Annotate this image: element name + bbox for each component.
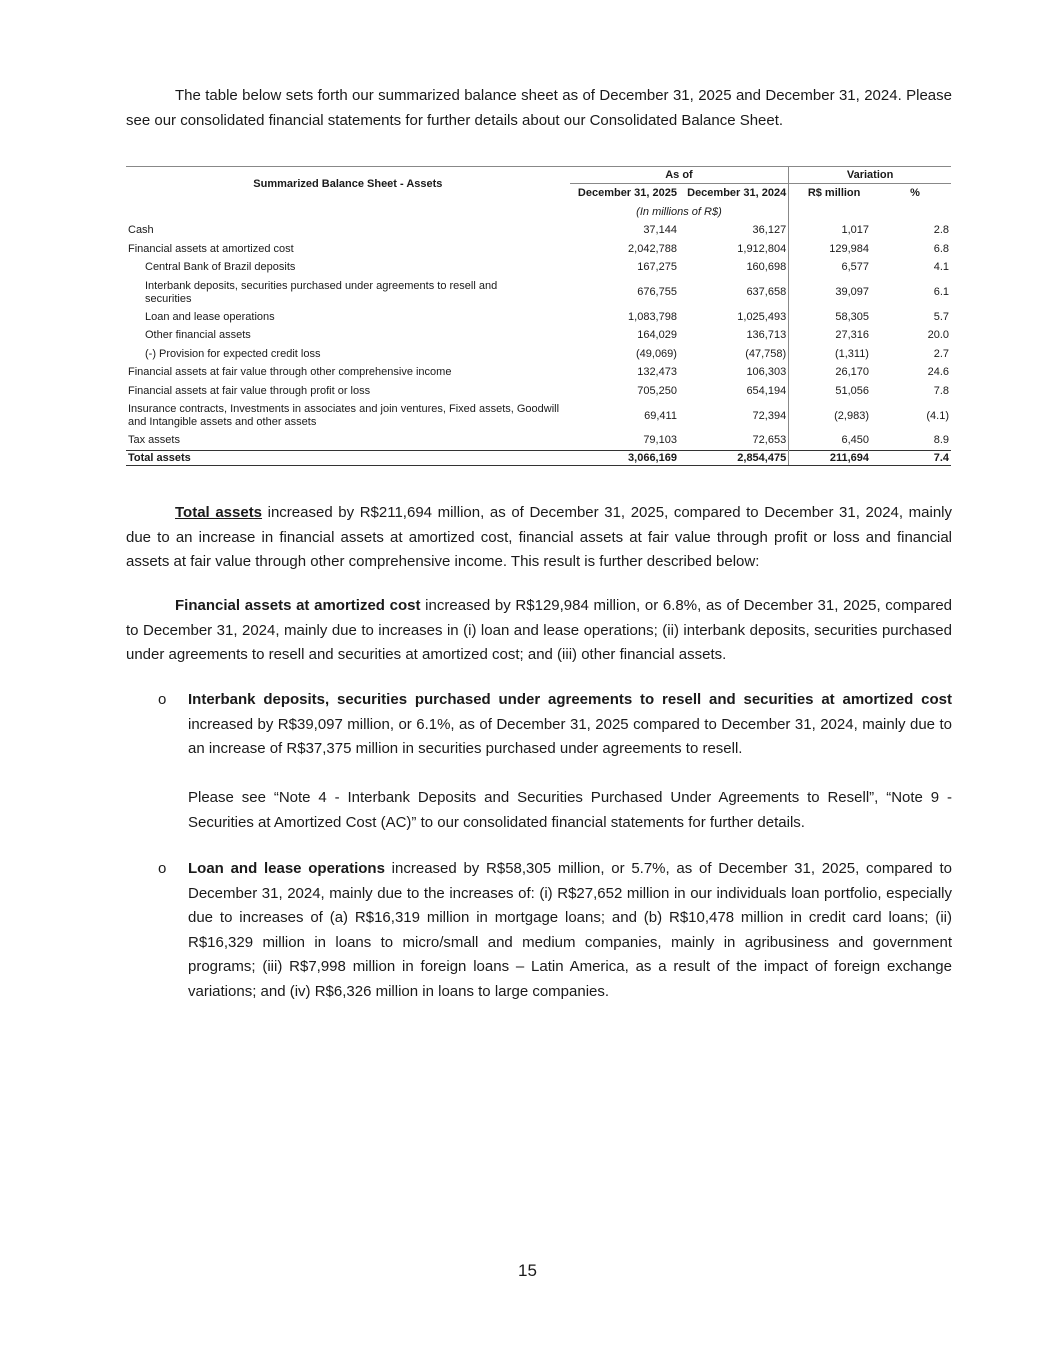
- loan-bullet: o Loan and lease operations increased by R$58,305 million, or 5.7%, as of December 31, 2025, compared to December 31, 2024, mainly due to the increases of: (i) R$27,652 million in our individuals loan portfolio, especially due to increases of (a) R$16,319 million in mortgage loans; and (b) R$10,478 million in credit card loans; (ii) R$16,329 million in loans to micro/small and medium companies, mainly in agribusiness and government programs; (iii) R$7,998 million in foreign loans – Latin America, as a result of the impact of foreign exchange variations; and (iv) R$6,326 million in loans to large companies.: [126, 857, 952, 1004]
- table-row: Financial assets at amortized cost 2,042,788 1,912,804 129,984 6.8: [126, 240, 951, 259]
- table-row: Tax assets 79,103 72,653 6,450 8.9: [126, 432, 951, 451]
- header-variation: Variation: [789, 167, 951, 184]
- page-number: 15: [518, 1261, 537, 1280]
- table-row: Insurance contracts, Investments in associates and join ventures, Fixed assets, Goodwill and Intangible assets and other assets 69,411 72,394 (2,983) (4.1): [126, 401, 951, 432]
- table-row: Loan and lease operations 1,083,798 1,025,493 58,305 5.7: [126, 308, 951, 327]
- table-title: Summarized Balance Sheet - Assets: [126, 167, 570, 203]
- balance-sheet-table: [126, 166, 951, 466]
- amortized-cost-paragraph: Financial assets at amortized cost increased by R$129,984 million, or 6.8%, as of December 31, 2025, compared to December 31, 2024, mainly due to increases in (i) loan and lease operations; (ii) interbank deposits, securities purchased under agreements to resell and securities at amortized cost; and (iii) other financial assets.: [126, 597, 953, 663]
- intro-paragraph: The table below sets forth our summarized balance sheet as of December 31, 2025 and December 31, 2024. Please see our consolidated financial statements for further details about our Consolidated Balance Sheet.: [126, 87, 952, 129]
- table-row: Central Bank of Brazil deposits 167,275 160,698 6,577 4.1: [126, 259, 951, 278]
- table-row: (-) Provision for expected credit loss (49,069) (47,758) (1,311) 2.7: [126, 345, 951, 364]
- bullet-circle-icon: o: [158, 860, 167, 877]
- table-row: Financial assets at fair value through other comprehensive income 132,473 106,303 26,170 24.6: [126, 364, 951, 383]
- header-rs-million: R$ million: [789, 184, 879, 203]
- table-row: Interbank deposits, securities purchased under agreements to resell and securities 676,755 637,658 39,097 6.1: [126, 277, 951, 308]
- header-as-of: As of: [570, 167, 789, 184]
- header-percent: %: [910, 186, 920, 199]
- table-row: Cash 37,144 36,127 1,017 2.8: [126, 222, 951, 241]
- table-row-total: Total assets 3,066,169 2,854,475 211,694 7.4: [128, 451, 949, 464]
- bullet-circle-icon: o: [158, 691, 167, 708]
- table-row: Other financial assets 164,029 136,713 27,316 20.0: [126, 327, 951, 346]
- header-dec-2024: December 31, 2024: [687, 186, 787, 199]
- units-note: (In millions of R$): [636, 205, 722, 218]
- table-row: Financial assets at fair value through profit or loss 705,250 654,194 51,056 7.8: [126, 382, 951, 401]
- note-reference: Please see “Note 4 - Interbank Deposits and Securities Purchased Under Agreements to Resell”, “Note 9 - Securities at Amortized Cost (AC)” to our consolidated financial statements for further details.: [188, 789, 952, 831]
- interbank-bullet: o Interbank deposits, securities purchased under agreements to resell and securities at amortized cost increased by R$39,097 million, or 6.1%, as of December 31, 2025 compared to December 31, 2024, mainly due to an increase of R$37,375 million in securities purchased under agreements to resell. Please see “Note 4 - Interbank Deposits and Securities Purchased Under Agreements to Resell”, “Note 9 - Securities at Amortized Cost (AC)” to our consolidated financial statements for further details.: [126, 688, 952, 835]
- header-dec-2025: December 31, 2025: [577, 186, 677, 199]
- total-assets-paragraph: Total assets increased by R$211,694 million, as of December 31, 2025, compared to December 31, 2024, mainly due to an increase in financial assets at amortized cost, financial assets at fair value through profit or loss and financial assets at fair value through other comprehensive income. This result is further described below:: [126, 504, 952, 570]
